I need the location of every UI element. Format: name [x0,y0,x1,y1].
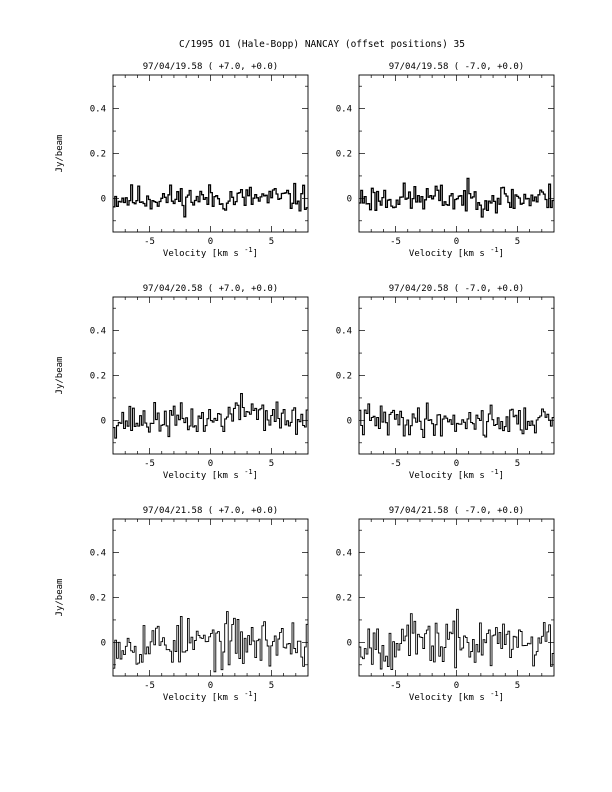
y-tick-label: 0.2 [335,149,352,160]
y-tick-label: 0 [100,194,106,205]
x-tick-label: 5 [514,237,521,247]
x-tick-label: 5 [268,237,275,247]
x-axis-label: Velocity [km s $^{-1}$] [408,690,505,703]
panel-title: 97/04/21.58 ( -7.0, +0.0) [388,506,525,516]
x-axis-label: Velocity [km s $^{-1}$] [408,468,505,481]
x-tick-label: -5 [144,237,155,247]
x-tick-label: 0 [453,459,460,469]
x-axis-label: Velocity [km s $^{-1}$] [408,246,505,259]
y-tick-label: 0.4 [335,548,352,559]
panels-group [55,62,554,703]
x-tick-label: -5 [390,459,401,469]
spectrum-panel [55,284,308,481]
y-tick-label: 0 [346,416,352,427]
x-tick-label: 0 [453,681,460,691]
spectrum-line [113,394,308,439]
plot-frame [113,519,308,676]
y-tick-label: 0 [346,194,352,205]
spectrum-line [113,184,308,217]
plot-frame [359,75,554,232]
axis-ticks [113,519,308,676]
page-title: C/1995 O1 (Hale-Bopp) NANCAY (offset positions) 35 [179,39,465,50]
spectrum-panel [336,62,554,259]
y-tick-label: 0.2 [89,149,106,160]
axis-ticks [359,75,554,232]
y-tick-label: 0.2 [89,371,106,382]
y-axis-label: Jy/beam [55,134,65,173]
spectrum-panel [55,62,308,259]
x-tick-label: 0 [207,681,214,691]
y-axis-label: Jy/beam [55,578,65,617]
panel-title: 97/04/21.58 ( +7.0, +0.0) [142,506,279,516]
panel-title: 97/04/19.58 ( +7.0, +0.0) [142,62,279,72]
panel-title: 97/04/20.58 ( +7.0, +0.0) [142,284,279,294]
y-tick-label: 0 [100,416,106,427]
panel-title: 97/04/19.58 ( -7.0, +0.0) [388,62,525,72]
y-tick-label: 0 [346,638,352,649]
spectrum-line [359,403,554,437]
x-tick-label: -5 [390,681,401,691]
x-tick-label: 5 [514,459,521,469]
y-tick-label: 0.2 [89,593,106,604]
x-axis-label: Velocity [km s $^{-1}$] [162,246,259,259]
plot-frame [113,75,308,232]
spectrum-panel [55,506,308,703]
spectrum-panel [336,284,554,481]
plot-frame [113,297,308,454]
panel-title: 97/04/20.58 ( -7.0, +0.0) [388,284,525,294]
y-tick-label: 0 [100,638,106,649]
y-tick-label: 0.4 [335,326,352,337]
x-tick-label: 0 [453,237,460,247]
y-tick-label: 0.4 [89,326,106,337]
x-tick-label: 5 [268,681,275,691]
spectrum-line [113,612,308,672]
spectrum-line [359,178,554,217]
spectrum-panel [336,506,554,703]
y-tick-label: 0.2 [335,371,352,382]
spectrum-line [359,609,554,669]
y-tick-label: 0.4 [89,548,106,559]
x-tick-label: 5 [514,681,521,691]
x-axis-label: Velocity [km s $^{-1}$] [162,690,259,703]
y-axis-label: Jy/beam [55,356,65,395]
x-tick-label: -5 [144,681,155,691]
y-tick-label: 0.4 [89,104,106,115]
y-tick-label: 0.4 [335,104,352,115]
x-tick-label: 0 [207,237,214,247]
x-tick-label: 5 [268,459,275,469]
x-tick-label: 0 [207,459,214,469]
axis-ticks [113,75,308,232]
x-axis-label: Velocity [km s $^{-1}$] [162,468,259,481]
x-tick-label: -5 [144,459,155,469]
axis-ticks [113,297,308,454]
y-tick-label: 0.2 [335,593,352,604]
x-tick-label: -5 [390,237,401,247]
